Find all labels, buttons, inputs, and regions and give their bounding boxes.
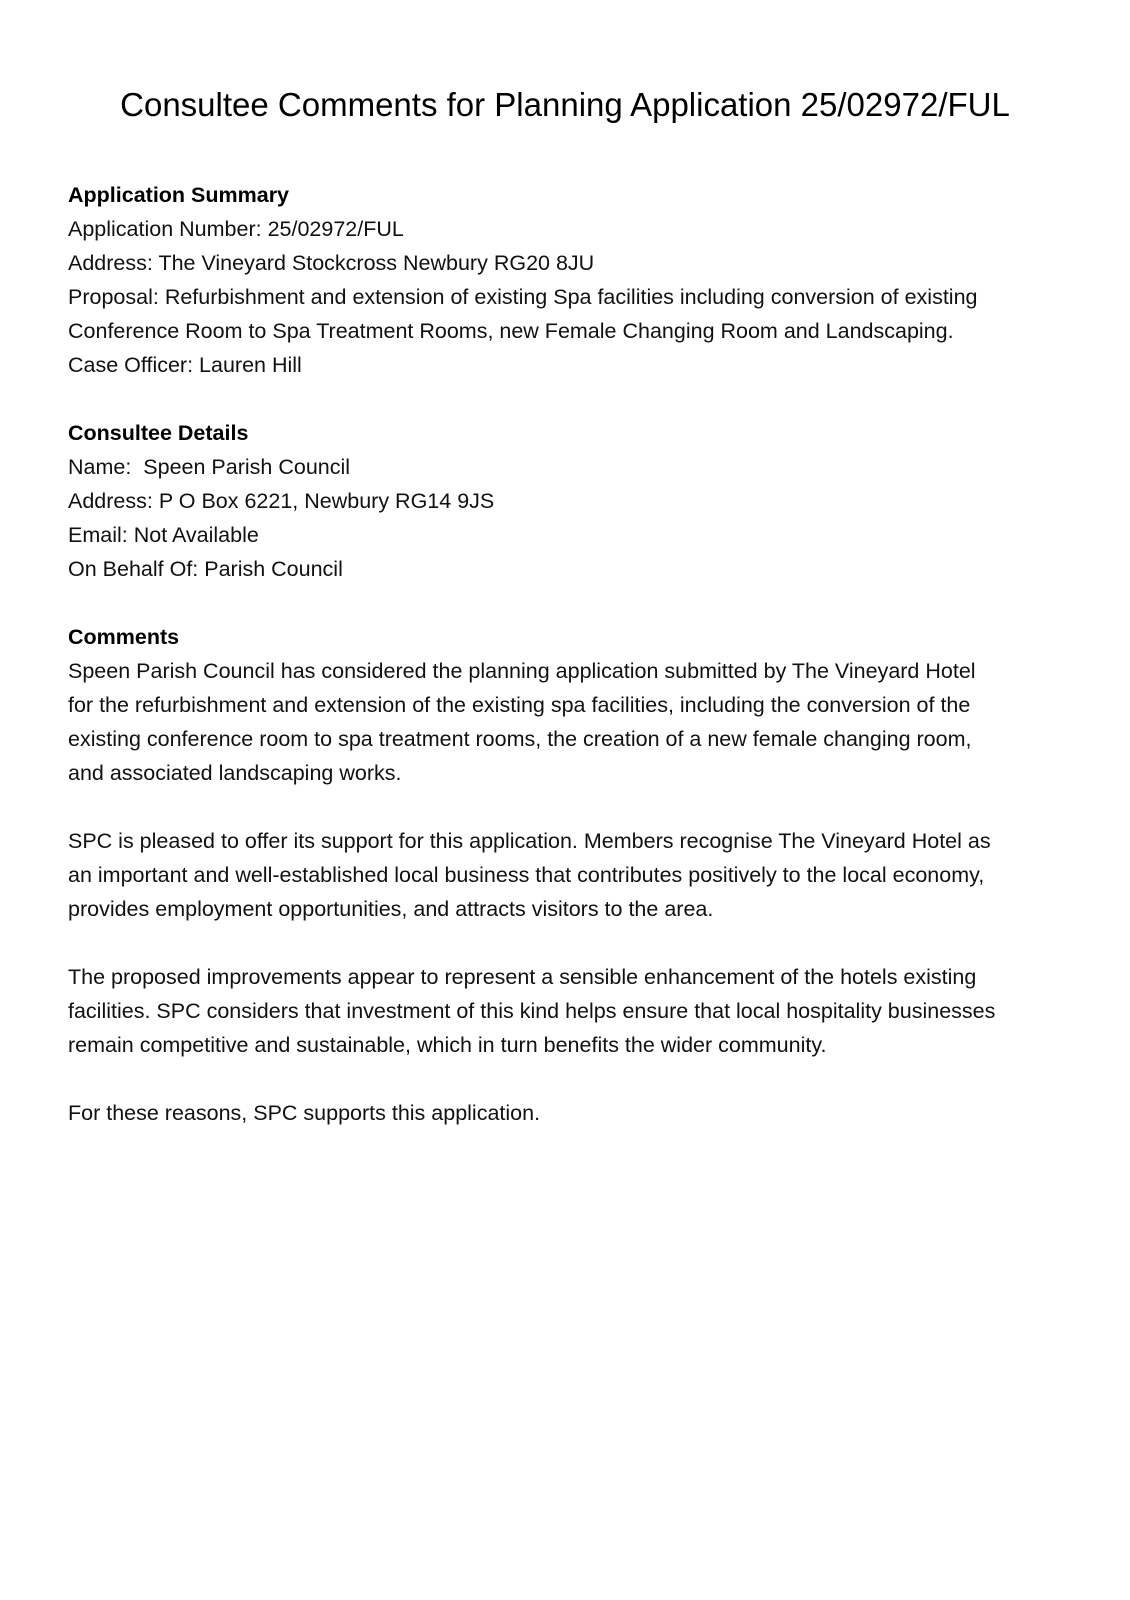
consultee-address-row <box>68 484 1068 518</box>
comment-paragraph-3 <box>68 960 1068 1062</box>
paragraph-line: remain competitive and sustainable, which in turn benefits the wider community. <box>68 1033 827 1057</box>
paragraph-line: existing conference room to spa treatment rooms, the creation of a new female changing room, <box>68 727 972 751</box>
proposal-row-continued <box>68 314 1068 348</box>
consultee-name-value: Speen Parish Council <box>143 455 351 479</box>
consultee-email-row <box>68 518 1068 552</box>
document-body <box>68 178 1068 1164</box>
paragraph-line: an important and well-established local business that contributes positively to the local economy, <box>68 863 985 887</box>
comment-paragraph-2 <box>68 824 1068 926</box>
paragraph-line: For these reasons, SPC supports this application. <box>68 1101 541 1125</box>
case-officer-row <box>68 348 1068 382</box>
consultee-email-value: Not Available <box>133 523 259 547</box>
application-number-row <box>68 212 1068 246</box>
section-heading: Consultee Details <box>68 421 249 445</box>
on-behalf-of-value: Parish Council <box>204 557 343 581</box>
field-label: Name: <box>68 455 144 479</box>
field-label: Case Officer: <box>68 353 200 377</box>
application-address-row <box>68 246 1068 280</box>
paragraph-line: The proposed improvements appear to represent a sensible enhancement of the hotels existing <box>68 965 977 989</box>
field-label: Proposal: <box>68 285 165 309</box>
section-heading: Application Summary <box>68 183 290 207</box>
proposal-row <box>68 280 1068 314</box>
section-heading: Comments <box>68 625 180 649</box>
case-officer-value: Lauren Hill <box>199 353 302 377</box>
application-summary-section <box>68 178 1068 382</box>
on-behalf-of-row <box>68 552 1068 586</box>
field-label: Application Number: <box>68 217 268 241</box>
application-number-value: 25/02972/FUL <box>267 217 404 241</box>
proposal-value-line-2: Conference Room to Spa Treatment Rooms, new Female Changing Room and Landscaping. <box>68 319 954 343</box>
field-label: Email: <box>68 523 134 547</box>
paragraph-line: for the refurbishment and extension of the existing spa facilities, including the conversion of the <box>68 693 971 717</box>
consultee-details-section <box>68 416 1068 586</box>
paragraph-line: SPC is pleased to offer its support for this application. Members recognise The Vineyard Hotel as <box>68 829 991 853</box>
consultee-name-row <box>68 450 1068 484</box>
comment-paragraph-4 <box>68 1096 1068 1130</box>
field-label: Address: <box>68 251 159 275</box>
paragraph-line: provides employment opportunities, and attracts visitors to the area. <box>68 897 714 921</box>
application-address-value: The Vineyard Stockcross Newbury RG20 8JU <box>158 251 595 275</box>
page-title: Consultee Comments for Planning Application 25/02972/FUL <box>120 86 1010 123</box>
field-label: Address: <box>68 489 159 513</box>
proposal-value-line-1: Refurbishment and extension of existing Spa facilities including conversion of existing <box>164 285 978 309</box>
consultee-address-value: P O Box 6221, Newbury RG14 9JS <box>158 489 495 513</box>
paragraph-line: and associated landscaping works. <box>68 761 402 785</box>
field-label: On Behalf Of: <box>68 557 205 581</box>
comments-section <box>68 620 1068 1130</box>
comment-paragraph-1 <box>68 654 1068 790</box>
paragraph-line: facilities. SPC considers that investment of this kind helps ensure that local hospitality businesses <box>68 999 996 1023</box>
paragraph-line: Speen Parish Council has considered the planning application submitted by The Vineyard Hotel <box>68 659 976 683</box>
